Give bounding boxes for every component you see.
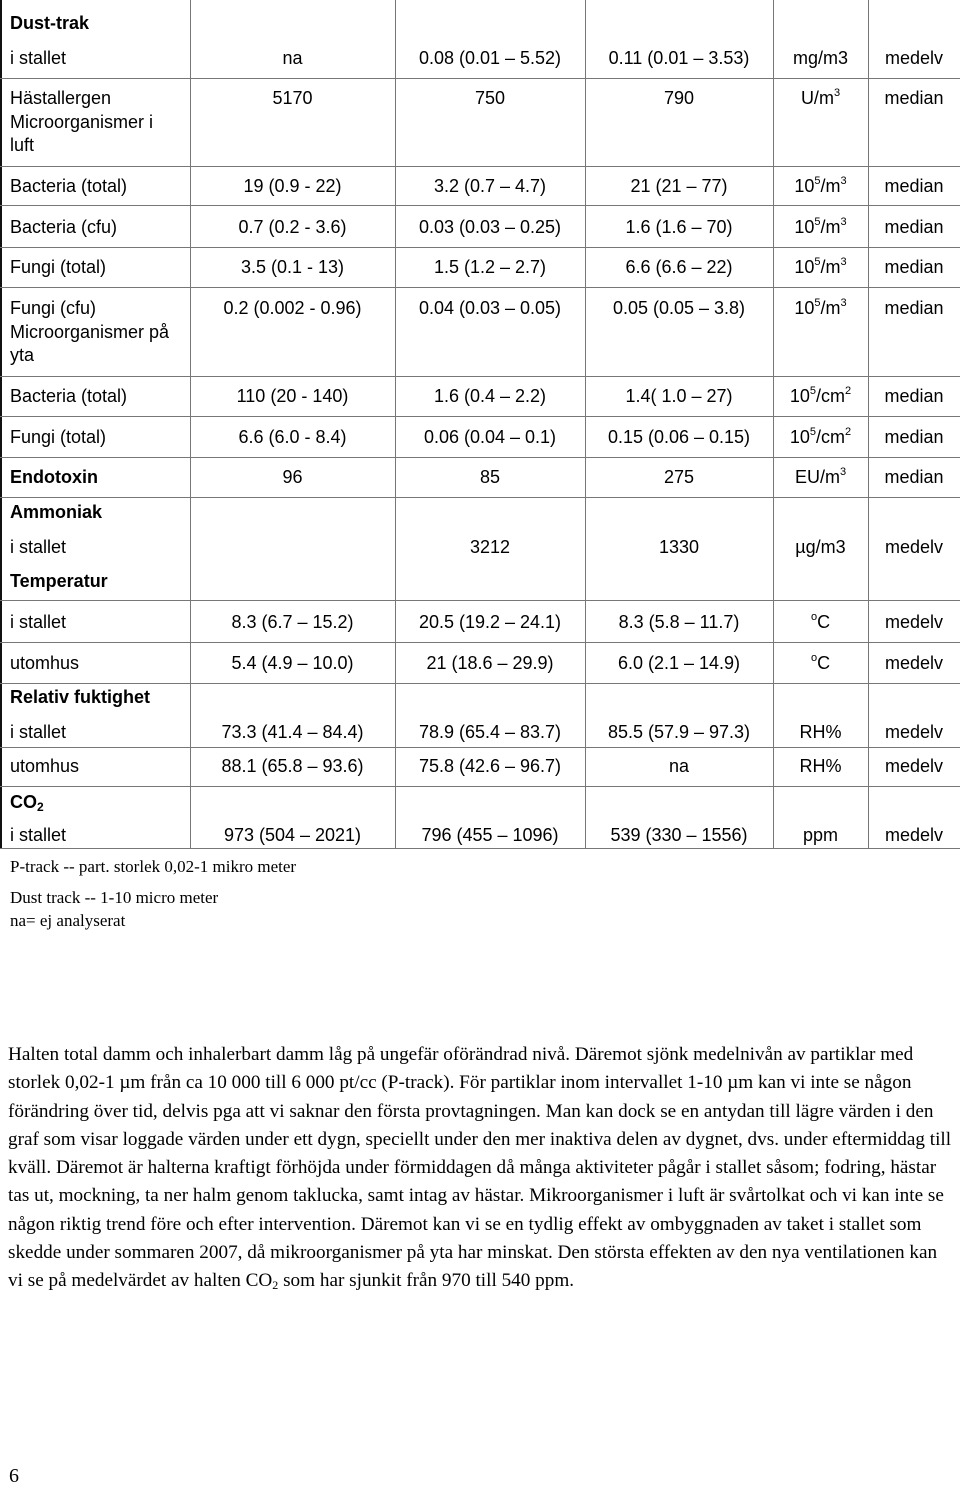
value-cell: 19 (0.9 - 22) [243, 176, 342, 196]
unit-cell: mg/m3 [792, 48, 848, 68]
unit-superscript: 5 [809, 426, 817, 438]
stat-cell: medelv [884, 722, 944, 742]
row-label: Bacteria (total) [10, 176, 128, 196]
row-label: i stallet [10, 722, 67, 742]
row-label: Fungi (total) [10, 257, 107, 277]
value-cell: 73.3 (41.4 – 84.4) [221, 722, 364, 742]
unit-superscript: 5 [814, 297, 821, 309]
unit-base: 10 [794, 298, 815, 318]
unit-cell [773, 298, 868, 319]
heading-text: CO [10, 792, 37, 812]
value-cell: 796 (455 – 1096) [421, 825, 559, 845]
unit-suffix: $/m^3$ [820, 297, 847, 318]
section-heading: Dust-trak [10, 13, 90, 33]
value-cell: 6.6 (6.0 - 8.4) [238, 427, 347, 447]
table-left-border [0, 0, 2, 849]
unit-cell [773, 653, 868, 674]
stat-cell: medelv [884, 756, 944, 776]
unit-suffix: C [817, 612, 831, 632]
value-cell: 1.4( 1.0 – 27) [625, 386, 733, 406]
value-cell: 0.7 (0.2 - 3.6) [238, 217, 347, 237]
row-line [0, 600, 960, 601]
unit-suffix: $/m^3$ [820, 175, 847, 196]
value-cell: 275 [663, 467, 695, 487]
unit-cell [773, 176, 868, 197]
unit-cell: RH% [799, 756, 842, 776]
row-line [0, 642, 960, 643]
row-label: i stallet [10, 537, 67, 557]
unit-cell [773, 88, 868, 109]
section-heading: Ammoniak [10, 502, 103, 522]
unit-suffix: $/cm^2$ [816, 385, 852, 406]
unit-superscript: 5 [814, 216, 821, 228]
row-line [0, 376, 960, 377]
row-label: utomhus [10, 756, 80, 776]
stat-cell: median [884, 467, 944, 487]
section-heading: Relativ fuktighet [10, 687, 151, 707]
unit-suffix: $/m^3$ [820, 216, 847, 237]
unit-cell [773, 427, 868, 448]
value-cell: 88.1 (65.8 – 93.6) [221, 756, 364, 776]
value-cell: 973 (504 – 2021) [223, 825, 362, 845]
unit-exponent: 2 [845, 385, 852, 397]
unit-exponent: 2 [845, 426, 852, 438]
unit-base: U/m [800, 88, 834, 108]
value-cell: 0.15 (0.06 – 0.15) [607, 427, 751, 447]
value-cell: 21 (21 – 77) [630, 176, 728, 196]
value-cell: 3.2 (0.7 – 4.7) [433, 176, 547, 196]
row-label: Fungi (cfu) [10, 298, 97, 318]
stat-cell: medelv [884, 48, 944, 68]
row-line [0, 457, 960, 458]
value-cell: 75.8 (42.6 – 96.7) [418, 756, 562, 776]
value-cell: 110 (20 - 140) [236, 386, 349, 406]
body-paragraph [8, 1041, 953, 1296]
value-cell: 3.5 (0.1 - 13) [240, 257, 345, 277]
section-heading: Endotoxin [10, 467, 98, 487]
row-line [0, 287, 960, 288]
value-cell: 85 [479, 467, 501, 487]
unit-suffix: $/cm^2$ [816, 426, 852, 447]
stat-cell: medelv [884, 537, 944, 557]
value-cell: 0.11 (0.01 – 3.53) [608, 48, 750, 68]
row-label: i stallet [10, 825, 67, 845]
unit-superscript: o [810, 611, 818, 623]
value-cell: 0.05 (0.05 – 3.8) [612, 298, 746, 318]
value-cell: 21 (18.6 – 29.9) [426, 653, 554, 673]
row-label-multiline: Microorganismer i luft [10, 112, 154, 155]
row-label: i stallet [10, 612, 67, 632]
heading-subscript: 2 [37, 800, 44, 814]
value-cell: na [282, 48, 303, 68]
stat-cell: median [884, 257, 944, 277]
row-line [0, 747, 960, 748]
value-cell: 20.5 (19.2 – 24.1) [418, 612, 562, 632]
unit-cell [773, 217, 868, 238]
unit-base: 10 [789, 427, 810, 447]
unit-base: 10 [789, 386, 810, 406]
row-label: Bacteria (total) [10, 386, 128, 406]
footnote: na= ej analyserat [10, 911, 126, 930]
unit-cell [773, 386, 868, 407]
row-line [0, 497, 960, 498]
unit-superscript: 5 [809, 385, 817, 397]
value-cell: 0.06 (0.04 – 0.1) [423, 427, 557, 447]
value-cell: 1.6 (0.4 – 2.2) [433, 386, 547, 406]
value-cell: 78.9 (65.4 – 83.7) [418, 722, 562, 742]
value-cell: 539 (330 – 1556) [610, 825, 748, 845]
row-line [0, 848, 960, 849]
row-line [0, 166, 960, 167]
unit-cell [773, 257, 868, 278]
row-line [0, 78, 960, 79]
unit-base: EU/m [794, 467, 840, 487]
unit-exponent: 3 [840, 297, 847, 309]
footnote: P-track -- part. storlek 0,02-1 mikro meter [10, 857, 297, 876]
value-cell: 6.0 (2.1 – 14.9) [617, 653, 741, 673]
unit-exponent: 3 [840, 175, 847, 187]
stat-cell: median [884, 88, 944, 108]
section-heading: Temperatur [10, 571, 108, 591]
unit-cell [773, 612, 868, 633]
stat-cell: medelv [884, 612, 944, 632]
row-line [0, 205, 960, 206]
stat-cell: median [884, 298, 944, 318]
value-cell: na [668, 756, 690, 776]
value-cell: 8.3 (5.8 – 11.7) [618, 612, 740, 632]
row-line [0, 247, 960, 248]
paragraph-text: Halten total damm och inhalerbart damm låg på ungefär oförändrad nivå. Däremot sjönk medelnivån av partiklar med storlek 0,02-1 µm från ca 10 000 till 6 000 pt/cc (P-track). För partiklar inom intervallet 1-10 µm kan vi inte se någon förändring över tid, delvis pga att vi saknar den första provtagningen. Man kan dock se en antydan till lägre värden i den graf som visar loggade värden under ett dygn, speciellt under den mer inaktiva delen av dygnet, dvs. under eftermiddag till kväll. Däremot är halterna kraftigt förhöjda under förmiddagen då många aktiviteter pågår i stallet såsom; fodring, hästar tas ut, mockning, ta ner halm genom taklucka, samt intag av hästar. Mikroorganismer i luft är svårtolkat och vi kan inte se någon riktig trend före och efter intervention. Däremot kan vi se en tydlig effekt av ombyggnaden av taket i stallet som skedde under sommaren 2007, då mikroorganismer på yta har minskat. Den största effekten av den nya ventilationen kan vi se på medelvärdet av halten CO [8, 1044, 952, 1292]
unit-superscript: 5 [814, 256, 821, 268]
stat-cell: median [884, 386, 944, 406]
value-cell: 1330 [658, 537, 700, 557]
stat-cell: median [884, 217, 944, 237]
stat-cell: medelv [884, 653, 944, 673]
paragraph-text-end: som har sjunkit från 970 till 540 ppm. [278, 1270, 575, 1292]
row-label: i stallet [10, 48, 67, 68]
unit-base: 10 [794, 176, 815, 196]
value-cell: 0.2 (0.002 - 0.96) [223, 298, 362, 318]
unit-base: 10 [794, 257, 815, 277]
value-cell: 750 [474, 88, 506, 108]
row-line [0, 416, 960, 417]
value-cell: 5170 [272, 88, 313, 108]
value-cell: 0.03 (0.03 – 0.25) [418, 217, 562, 237]
value-cell: 6.6 (6.6 – 22) [625, 257, 733, 277]
unit-cell: ppm [802, 825, 838, 845]
footnote: Dust track -- 1-10 micro meter [10, 888, 219, 907]
unit-cell [773, 467, 868, 488]
page-number: 6 [9, 1465, 19, 1487]
unit-cell: RH% [799, 722, 842, 742]
value-cell: 3212 [469, 537, 511, 557]
value-cell: 5.4 (4.9 – 10.0) [231, 653, 354, 673]
row-label: Fungi (total) [10, 427, 107, 447]
stat-cell: median [884, 176, 944, 196]
unit-superscript: o [810, 652, 818, 664]
unit-exponent: 3 [840, 256, 847, 268]
unit-superscript: 3 [833, 87, 841, 99]
row-line [0, 786, 960, 787]
value-cell: 96 [282, 467, 303, 487]
unit-superscript: 5 [814, 175, 821, 187]
row-label: Bacteria (cfu) [10, 217, 118, 237]
value-cell: 8.3 (6.7 – 15.2) [231, 612, 354, 632]
value-cell: 0.08 (0.01 – 5.52) [418, 48, 562, 68]
unit-suffix: $/m^3$ [820, 256, 847, 277]
row-line [0, 683, 960, 684]
unit-superscript: 3 [839, 466, 847, 478]
value-cell: 0.04 (0.03 – 0.05) [418, 298, 562, 318]
row-label: Hästallergen [10, 88, 112, 108]
value-cell: 1.6 (1.6 – 70) [625, 217, 733, 237]
stat-cell: medelv [884, 825, 944, 845]
row-label-multiline: Microorganismer på yta [10, 322, 170, 365]
unit-exponent: 3 [840, 216, 847, 228]
unit-suffix: C [817, 653, 831, 673]
value-cell: 1.5 (1.2 – 2.7) [433, 257, 547, 277]
row-label: utomhus [10, 653, 80, 673]
value-cell: 790 [663, 88, 695, 108]
value-cell: 85.5 (57.9 – 97.3) [607, 722, 751, 742]
paragraph-subscript: 2 [272, 1278, 279, 1293]
section-heading [10, 792, 44, 813]
stat-cell: median [884, 427, 944, 447]
unit-base: 10 [794, 217, 815, 237]
unit-cell: µg/m3 [795, 537, 846, 557]
